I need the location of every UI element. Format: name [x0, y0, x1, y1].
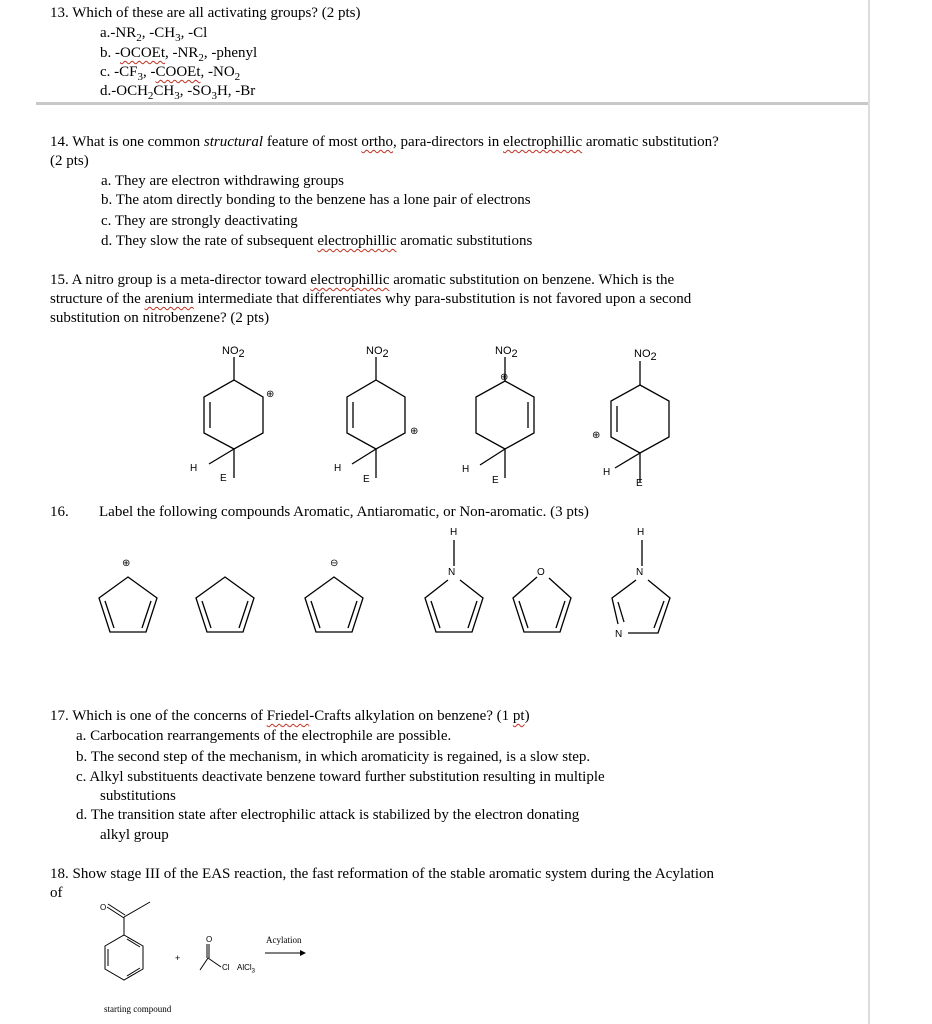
q15-c-plus-charge: ⊕: [500, 372, 509, 383]
q16-pyrrole-n-label: N: [448, 567, 456, 578]
q13-option-c: c. $-CF_3$, -COOEt, $-NO_2$: [100, 64, 241, 83]
q16-cyclopentadienyl-cation: [99, 577, 157, 632]
q13-question: 13. Which of these are all activating groups? (2 pts): [50, 5, 361, 21]
q18-question-cont: of: [50, 885, 63, 901]
q14-points: (2 pts): [50, 153, 89, 169]
q16-question: Label the following compounds Aromatic, Antiaromatic, or Non-aromatic. (3 pts): [99, 504, 589, 520]
q16-imidazole: [612, 540, 670, 633]
q16-pyrrole: [425, 540, 483, 632]
q13-option-d: $d.-OCH_2CH_3$, $-SO_3H$, -Br: [100, 83, 256, 102]
q15-a-h-label: H: [190, 463, 198, 474]
q18-acetyl-chloride: [200, 944, 221, 970]
q16-anion-minus-charge: ⊖: [330, 558, 339, 569]
q14-option-d: d. They slow the rate of subsequent electrophillic aromatic substitutions: [101, 233, 533, 249]
q16-furan-o-label: O: [537, 567, 545, 578]
q18-starting-compound: [105, 902, 150, 980]
q18-plus-sign: +: [175, 953, 181, 963]
q18-acyl-o-label: O: [206, 935, 213, 944]
q15-c-no2-label: $NO_2$: [495, 345, 518, 361]
q15-b-plus-charge: ⊕: [410, 426, 419, 437]
q17-option-c-cont: substitutions: [100, 788, 176, 804]
q18-acylation-label: Acylation: [266, 935, 302, 945]
q15-d-e-label: E: [636, 478, 643, 489]
q16-imidazole-n3-label: N: [615, 629, 623, 640]
q17-option-b: b. The second step of the mechanism, in which aromaticity is regained, is a slow step.: [76, 749, 591, 765]
q15-d-plus-charge: ⊕: [592, 430, 601, 441]
q15-a-plus-charge: ⊕: [266, 389, 275, 400]
q14-question: 14. What is one common structural feature of most ortho, para-directors in electrophillic aromatic substitution?: [50, 134, 719, 150]
q15-c-e-label: E: [492, 475, 499, 486]
q17-option-d-cont: alkyl group: [100, 827, 169, 843]
q15-structure-d: [611, 361, 669, 482]
q16-pyrrole-h-label: H: [450, 527, 458, 538]
q15-line3: substitution on nitrobenzene? (2 pts): [50, 310, 270, 326]
q18-question: 18. Show stage III of the EAS reaction, the fast reformation of the stable aromatic system during the Acylation: [50, 866, 714, 882]
q16-furan: [513, 577, 571, 632]
q18-starting-compound-caption: starting compound: [104, 1004, 172, 1014]
q15-b-h-label: H: [334, 463, 342, 474]
q16-cation-plus-charge: ⊕: [122, 558, 131, 569]
q15-structure-b: [347, 357, 405, 478]
q14-option-c: c. They are strongly deactivating: [101, 213, 298, 229]
q15-structure-a: [204, 357, 263, 478]
q16-cyclopentadiene: [196, 577, 254, 632]
q17-option-a: a. Carbocation rearrangements of the electrophile are possible.: [76, 728, 452, 744]
q15-structure-c: [476, 357, 534, 478]
q13-option-a: $a.-NR_2$, $-CH_3$, -Cl: [100, 25, 208, 44]
q16-number: 16.: [50, 504, 69, 520]
q15-a-e-label: E: [220, 473, 227, 484]
q15-d-h-label: H: [603, 467, 611, 478]
q18-arrow-head: [300, 950, 306, 956]
q18-alcl3-label: AlCl$_3$: [237, 963, 256, 975]
q16-imidazole-n1-label: N: [636, 567, 644, 578]
q15-d-no2-label: $NO_2$: [634, 348, 657, 364]
q15-b-no2-label: $NO_2$: [366, 345, 389, 361]
q17-question: 17. Which is one of the concerns of Friedel-Crafts alkylation on benzene? (1 pt): [50, 708, 530, 724]
q17-option-c: c. Alkyl substituents deactivate benzene toward further substitution resulting in multiple: [76, 769, 605, 785]
q16-imidazole-h-label: H: [637, 527, 645, 538]
q14-option-a: a. They are electron withdrawing groups: [101, 173, 344, 189]
q15-c-h-label: H: [462, 464, 470, 475]
q18-ketone-o-label: O: [100, 903, 107, 912]
q15-line2: structure of the arenium intermediate that differentiates why para-substitution is not favored upon a second: [50, 291, 692, 307]
q18-cl-label: Cl: [222, 963, 230, 972]
q17-option-d: d. The transition state after electrophilic attack is stabilized by the electron donating: [76, 807, 580, 823]
q14-option-b: b. The atom directly bonding to the benzene has a lone pair of electrons: [101, 192, 531, 208]
q15-line1: 15. A nitro group is a meta-director toward electrophillic aromatic substitution on benzene. Which is the: [50, 272, 675, 288]
q16-cyclopentadienyl-anion: [305, 577, 363, 632]
q13-option-b: b. -OCOEt, $-NR_2$, -phenyl: [100, 45, 258, 64]
q15-b-e-label: E: [363, 474, 370, 485]
q15-a-no2-label: $NO_2$: [222, 345, 245, 361]
